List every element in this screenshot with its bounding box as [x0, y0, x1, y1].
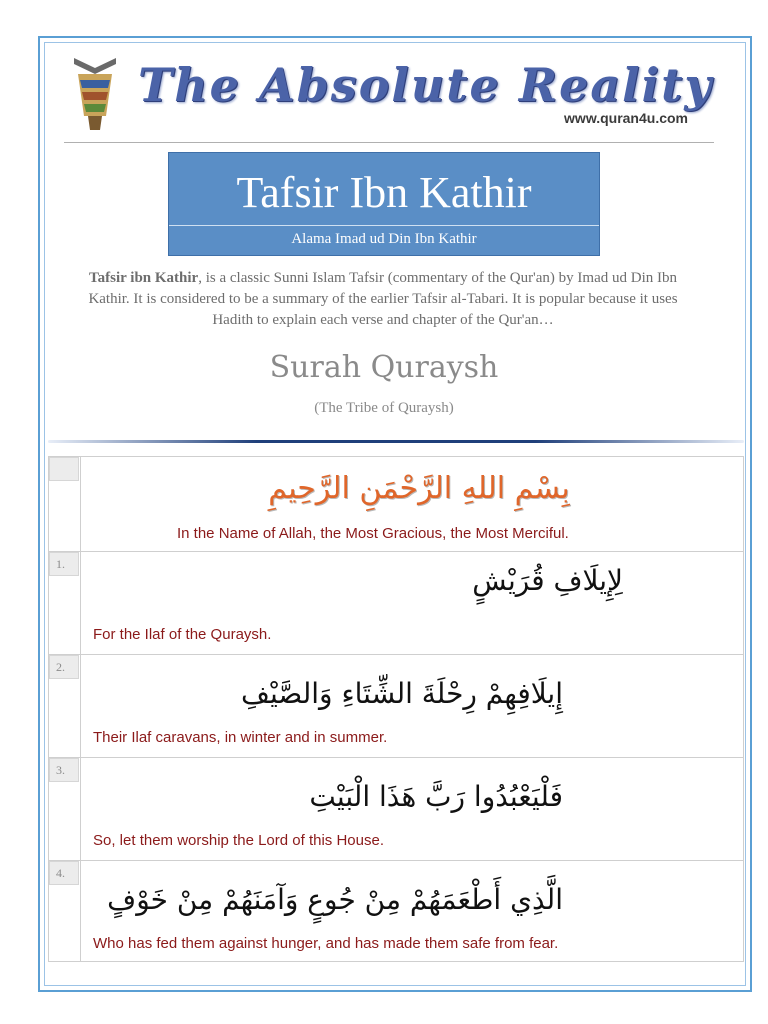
verse-translation: Their Ilaf caravans, in winter and in summer. [93, 729, 388, 746]
verse-translation: For the Ilaf of the Quraysh. [93, 626, 272, 643]
verse-table [48, 456, 744, 962]
verse-translation: So, let them worship the Lord of this House. [93, 832, 384, 849]
banner-url[interactable]: www.quran4u.com [564, 110, 688, 126]
intro-body: , is a classic Sunni Islam Tafsir (commentary of the Qur'an) by Imad ud Din Ibn Kathir. It is considered to be a summary of the earlier Tafsir al-Tabari. It is popular because it uses Hadith to explain each verse and chapter of the Qur'an… [88, 270, 678, 328]
banner-title: The Absolute Reality [138, 58, 714, 112]
verse-number: 3. [49, 758, 79, 782]
verse-arabic: الَّذِي أَطْعَمَهُمْ مِنْ جُوعٍ وَآمَنَهُمْ مِنْ خَوْفٍ [107, 883, 563, 916]
author-name: Alama Imad ud Din Ibn Kathir [291, 231, 477, 247]
intro-paragraph [70, 268, 696, 331]
basmala-arabic: بِسْمِ اللهِ الرَّحْمَنِ الرَّحِيمِ [268, 471, 570, 506]
surah-name: Surah Quraysh [269, 350, 499, 385]
title-divider [169, 225, 599, 226]
verse-number: 2. [49, 655, 79, 679]
verse-row [49, 654, 743, 757]
verse-translation: Who has fed them against hunger, and has made them safe from fear. [93, 935, 559, 952]
verse-number: 4. [49, 861, 79, 885]
surah-subtitle: (The Tribe of Quraysh) [314, 400, 454, 416]
site-banner [66, 48, 714, 136]
section-divider [48, 440, 744, 443]
basmala-translation: In the Name of Allah, the Most Gracious, the Most Merciful. [177, 525, 569, 542]
basmala-row [49, 457, 743, 551]
verse-row [49, 860, 743, 961]
verse-arabic: فَلْيَعْبُدُوا رَبَّ هَذَا الْبَيْتِ [309, 780, 563, 813]
quran-stand-icon [66, 52, 124, 134]
verse-number-cell [49, 457, 79, 481]
verse-row [49, 757, 743, 860]
verse-arabic: لِإِيلَافِ قُرَيْشٍ [472, 564, 623, 597]
intro-lead: Tafsir ibn Kathir [89, 270, 199, 286]
title-box [168, 152, 600, 256]
verse-row [49, 551, 743, 654]
banner-divider [64, 142, 714, 143]
verse-arabic: إِيلَافِهِمْ رِحْلَةَ الشِّتَاءِ وَالصَّيْفِ [241, 677, 563, 710]
verse-number: 1. [49, 552, 79, 576]
page-title: Tafsir Ibn Kathir [236, 168, 532, 217]
